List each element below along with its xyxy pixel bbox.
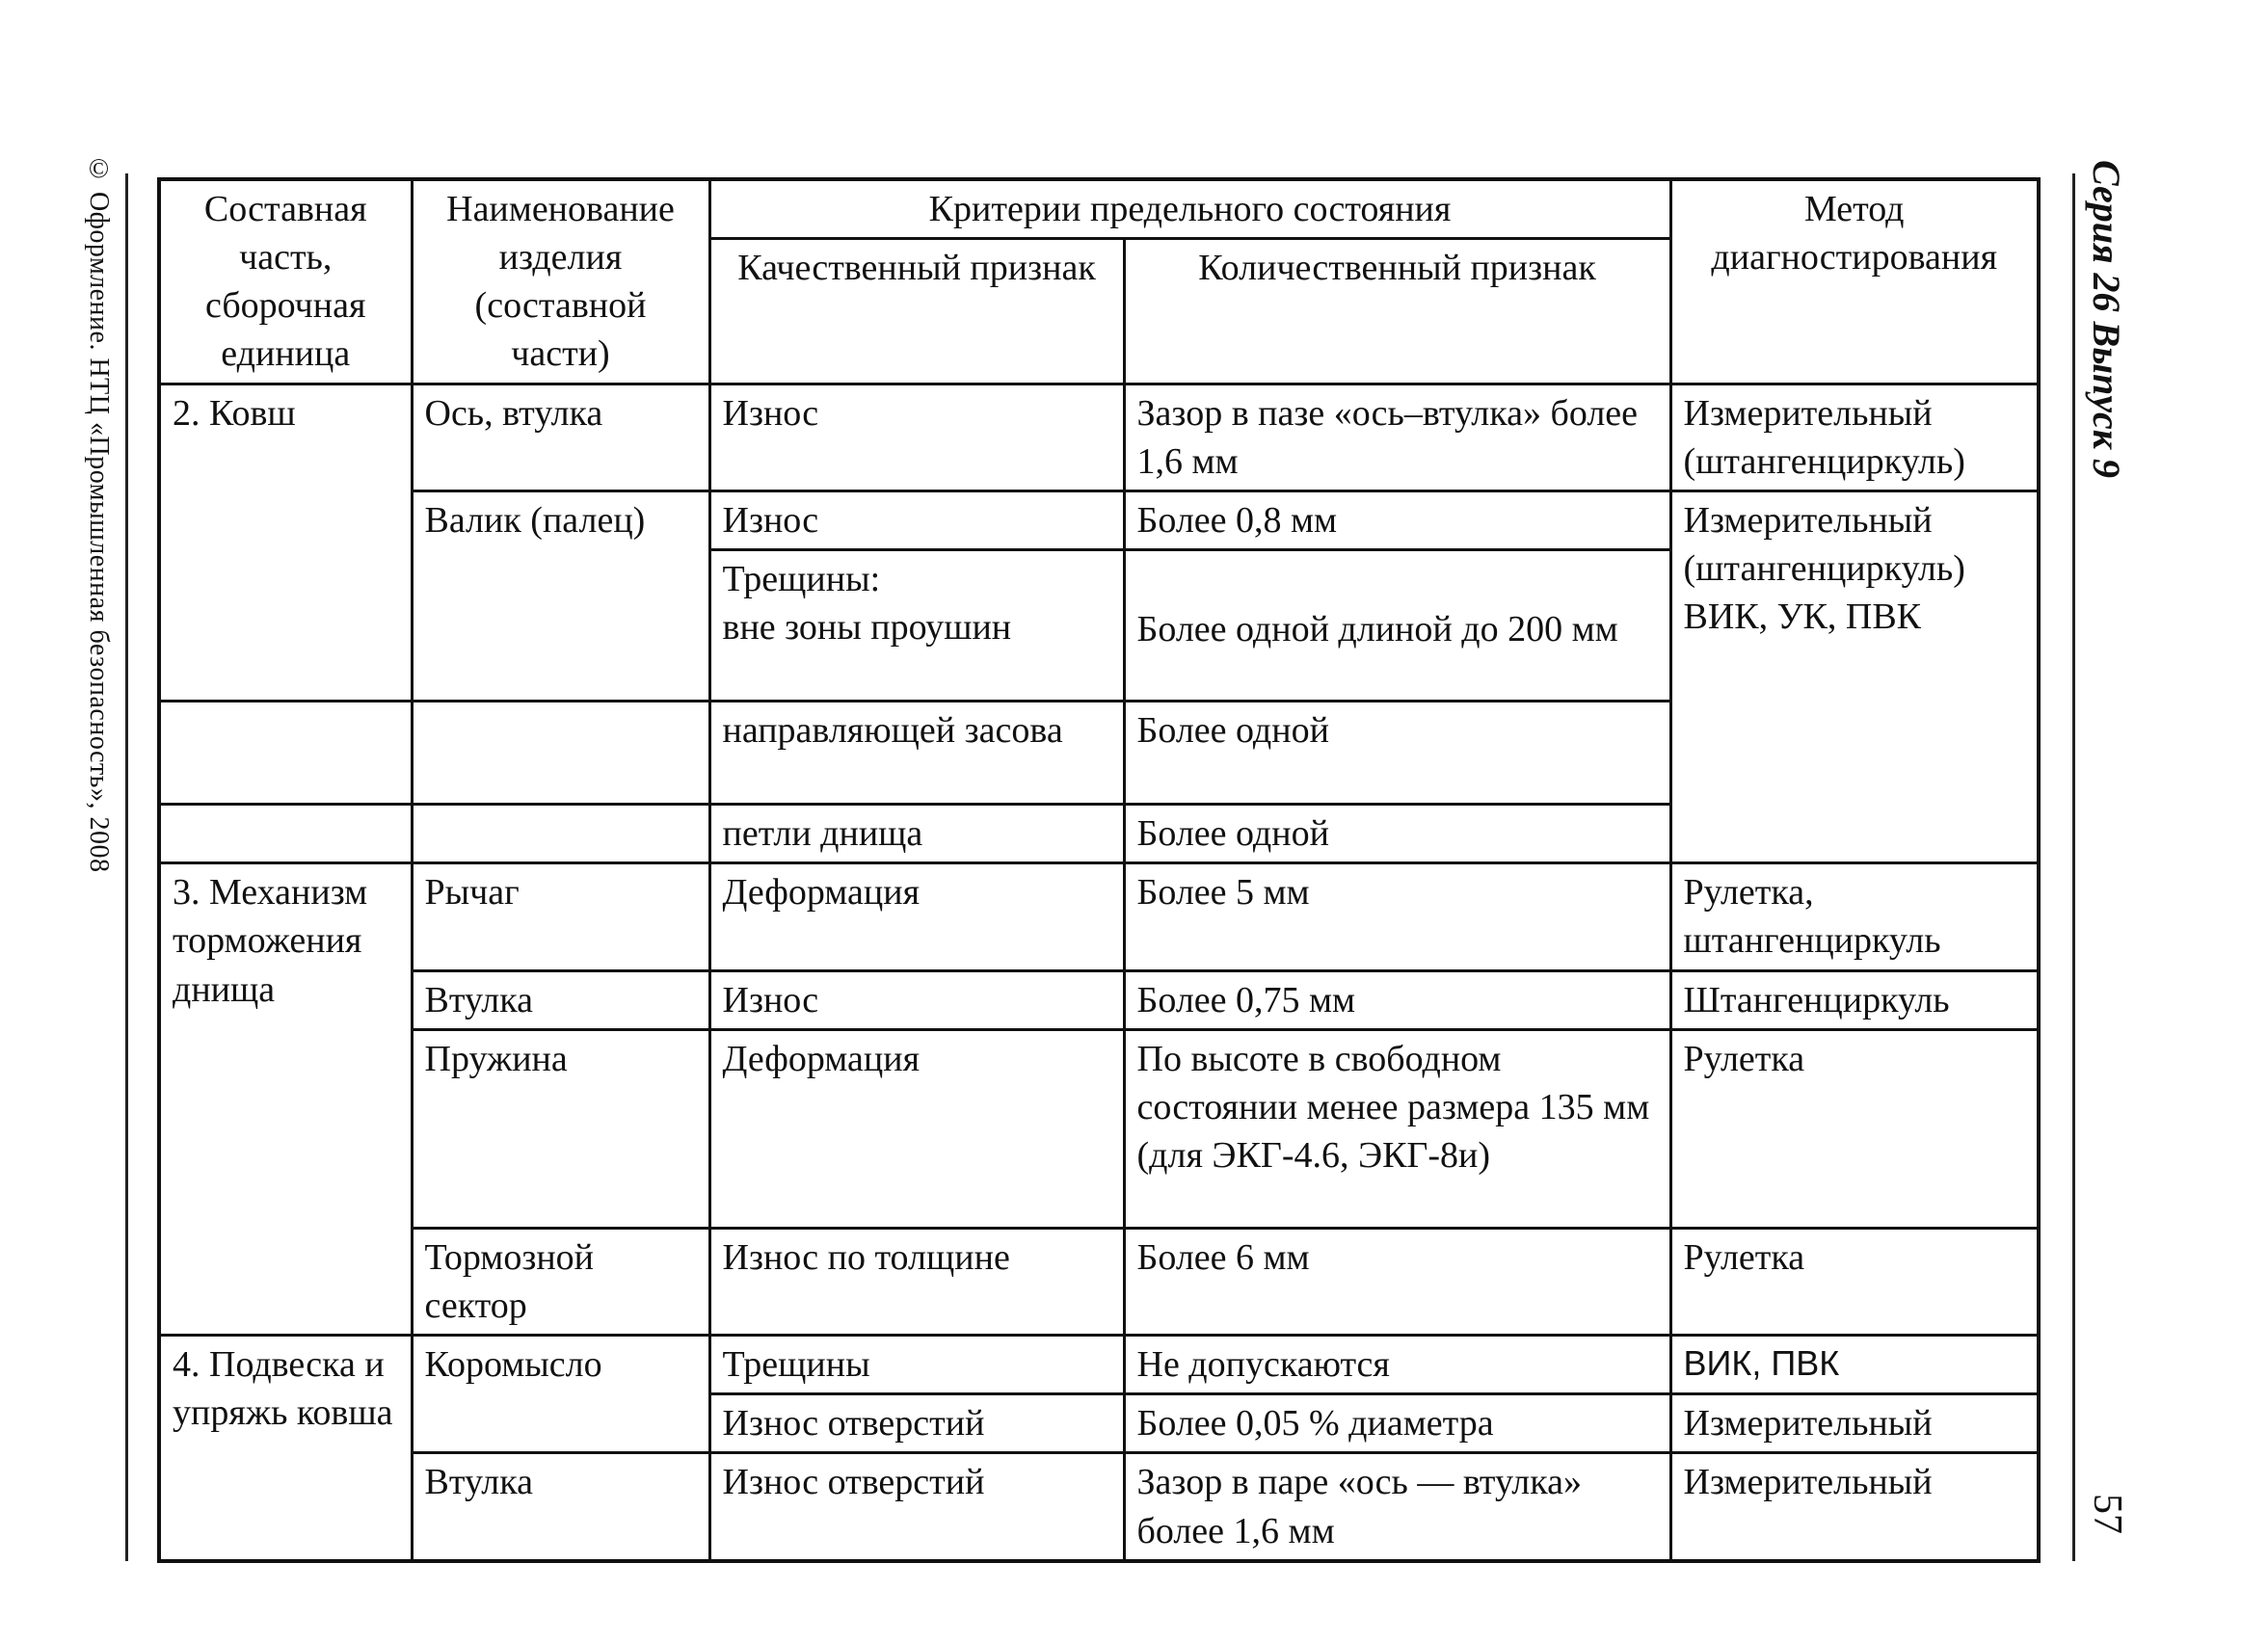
section-cell: 4. Подвеска и упряжь ковша: [159, 1336, 412, 1561]
table-row: [159, 1336, 2039, 1394]
method-cell: ВИК, ПВК: [1670, 1336, 2039, 1394]
quant-cell: По высоте в свободном состоянии менее размера 135 мм (для ЭКГ-4.6, ЭКГ-8и): [1124, 1029, 1670, 1228]
header-quantitative: Количественный признак: [1124, 239, 1670, 384]
method-cell: [1670, 490, 2039, 862]
item-cell: Втулка: [412, 970, 709, 1029]
quant-cell: Более одной: [1124, 805, 1670, 863]
page-number: 57: [2085, 1494, 2129, 1534]
header-qualitative: Качественный признак: [709, 239, 1124, 384]
quant-cell: Более 5 мм: [1124, 863, 1670, 970]
qual-cell: Износ по толщине: [709, 1228, 1124, 1335]
series-label: Серия 26 Выпуск 9: [2085, 160, 2128, 479]
table-row: [159, 490, 2039, 549]
qual-cell: Износ отверстий: [709, 1394, 1124, 1453]
table-row: [159, 1453, 2039, 1561]
quant-cell: Не допускаются: [1124, 1336, 1670, 1394]
item-cell: Валик (палец): [412, 490, 709, 701]
section-cell-empty: [159, 805, 412, 863]
table-row: [159, 1228, 2039, 1335]
method-cell: Измерительный: [1670, 1453, 2039, 1561]
item-cell-empty: [412, 805, 709, 863]
method-cell: Рулетка: [1670, 1029, 2039, 1228]
method-cell: Штангенциркуль: [1670, 970, 2039, 1029]
section-cell-empty: [159, 702, 412, 805]
qual-cell: Деформация: [709, 863, 1124, 970]
header-item-name: Наименование изделия (составной части): [412, 179, 709, 384]
qual-cell: [709, 550, 1124, 702]
qual-subitem: вне зоны проушин: [722, 607, 1012, 649]
left-margin: [79, 154, 137, 1561]
method-cell: Измерительный (штангенциркуль): [1670, 384, 2039, 490]
qual-cell: Износ отверстий: [709, 1453, 1124, 1561]
qual-cell: петли днища: [709, 805, 1124, 863]
quant-cell: Более 0,75 мм: [1124, 970, 1670, 1029]
quant-cell: Зазор в пазе «ось–втулка» более 1,6 мм: [1124, 384, 1670, 490]
item-cell-empty: [412, 702, 709, 805]
quant-cell: Более одной: [1124, 702, 1670, 805]
right-margin-rule: [2072, 173, 2075, 1561]
table-row: [159, 1029, 2039, 1228]
qual-cell: Износ: [709, 970, 1124, 1029]
table-row: [159, 384, 2039, 490]
quant-cell: Более 0,8 мм: [1124, 490, 1670, 549]
left-margin-rule: [125, 173, 128, 1561]
criteria-table: [157, 177, 2041, 1563]
qual-cell: Износ: [709, 384, 1124, 490]
header-method: Метод диагностирования: [1670, 179, 2039, 384]
table-row: [159, 863, 2039, 970]
method-cell: Рулетка, штангенциркуль: [1670, 863, 2039, 970]
qual-cell: Износ: [709, 490, 1124, 549]
header-criteria: Критерии предельного состояния: [709, 179, 1670, 239]
qual-cell: направляющей засова: [709, 702, 1124, 805]
table-row: [159, 970, 2039, 1029]
qual-heading: Трещины:: [722, 559, 881, 600]
qual-cell: Деформация: [709, 1029, 1124, 1228]
item-cell: Рычаг: [412, 863, 709, 970]
quant-cell: Более одной длиной до 200 мм: [1124, 550, 1670, 702]
header-component: Составная часть, сборочная единица: [159, 179, 412, 384]
item-cell: Коромысло: [412, 1336, 709, 1453]
section-cell: 3. Механизм торможения днища: [159, 863, 412, 1336]
quant-cell: Более 0,05 % диаметра: [1124, 1394, 1670, 1453]
right-margin: [2072, 154, 2140, 1561]
copyright-text: © Оформление. НТЦ «Промышленная безопасность», 2008: [84, 154, 114, 873]
item-cell: Тормозной сектор: [412, 1228, 709, 1335]
method-cell: Измерительный: [1670, 1394, 2039, 1453]
qual-cell: Трещины: [709, 1336, 1124, 1394]
header-row: [159, 179, 2039, 239]
item-cell: Пружина: [412, 1029, 709, 1228]
quant-cell: Зазор в паре «ось — втулка» более 1,6 мм: [1124, 1453, 1670, 1561]
item-cell: Втулка: [412, 1453, 709, 1561]
method-text: Измерительный (штангенциркуль) ВИК, УК, ПВК: [1683, 499, 1965, 638]
section-cell: 2. Ковш: [159, 384, 412, 701]
item-cell: Ось, втулка: [412, 384, 709, 490]
method-cell: Рулетка: [1670, 1228, 2039, 1335]
quant-cell: Более 6 мм: [1124, 1228, 1670, 1335]
